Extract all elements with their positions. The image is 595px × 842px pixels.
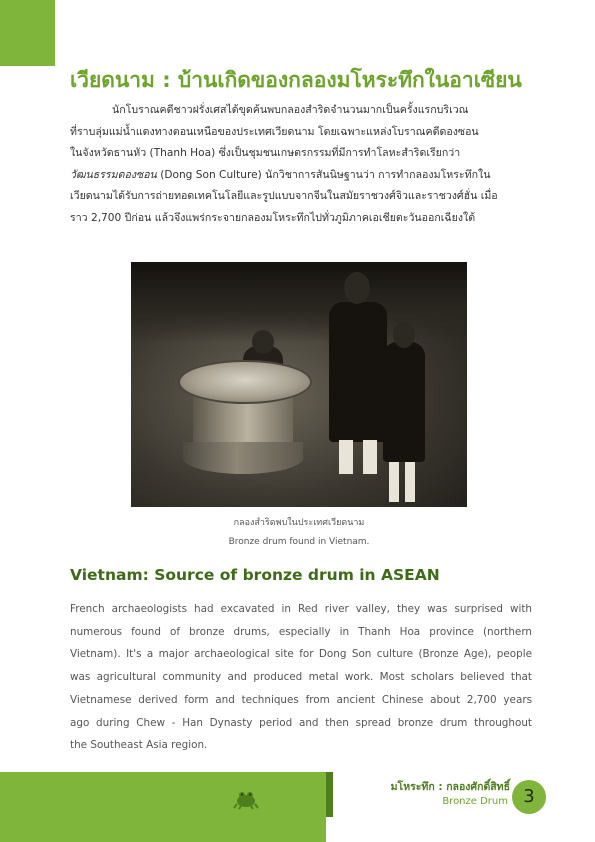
thai-line-6: ราว 2,700 ปีก่อน แล้วจึงแพร่กระจายกลองมโหระทึกไปทั่วภูมิภาคเอเชียตะวันออกเฉียงใต้	[70, 211, 476, 224]
drum-foot	[183, 442, 303, 474]
english-line-2: numerous found of bronze drums, especially in Thanh Hoa province (northern	[70, 625, 532, 638]
photo-background	[131, 262, 467, 342]
thai-line-1: นักโบราณคดีชาวฝรั่งเศสได้ขุดค้นพบกลองสำริดจำนวนมากเป็นครั้งแรกบริเวณ	[112, 104, 469, 116]
standing-child-head	[393, 322, 415, 348]
thai-line-4	[70, 165, 532, 187]
english-line-6: ago during Chew - Han Dynasty period and then spread bronze drum throughout	[70, 716, 532, 729]
standing-man-leg-left	[339, 440, 353, 474]
photo-caption	[131, 514, 467, 552]
page-number: 3	[512, 780, 546, 814]
standing-child-leg-left	[389, 462, 399, 502]
english-line-1: French archaeologists had excavated in Red river valley, they was surprised with	[70, 603, 532, 615]
english-line-3: Vietnam). It's a major archaeological site for Dong Son culture (Bronze Age), people	[70, 648, 532, 661]
standing-child-leg-right	[405, 462, 415, 502]
standing-man-leg-right	[363, 440, 377, 474]
thai-line-2: ที่ราบลุ่มแม่น้ำแดงทางตอนเหนือของประเทศเวียดนาม โดยเฉพาะแหล่งโบราณคดีดองซอน	[70, 125, 479, 138]
top-green-tab	[0, 0, 55, 66]
thai-line-3: ในจังหวัดธานหัว (Thanh Hoa) ซึ่งเป็นชุมชนเกษตรกรรมที่มีการทำโลหะสำริดเรียกว่า	[70, 147, 461, 159]
bronze-drum-photo	[131, 262, 467, 507]
thai-line-5: เวียดนามได้รับการถ่ายทอดเทคโนโลยีและรูปแบบจากจีนในสมัยราชวงศ์จิวและราชวงศ์ฮั่น เมื่อ	[70, 190, 498, 202]
english-paragraph	[70, 598, 532, 757]
caption-english: Bronze drum found in Vietnam.	[228, 537, 370, 547]
english-heading: Vietnam: Source of bronze drum in ASEAN	[70, 566, 440, 584]
footer-title-english: Bronze Drum	[442, 796, 508, 807]
footer-green-bar	[0, 772, 326, 842]
term-english: (Dong Son Culture) นักวิชาการสันนิษฐานว่า	[160, 168, 375, 181]
thai-heading: เวียดนาม : บ้านเกิดของกลองมโหระทึกในอาเซียน	[70, 68, 522, 92]
thai-paragraph	[70, 100, 532, 229]
english-line-5: Vietnamese derived form and techniques from ancient Chinese about 2,700 years	[70, 693, 532, 706]
footer-title-thai: มโหระทึก : กลองศักดิ์สิทธิ์	[390, 781, 510, 793]
english-line-4: was agricultural community and produced metal work. Most scholars believed that	[70, 671, 532, 684]
footer-bar-edge	[326, 772, 333, 817]
standing-man-head	[344, 272, 370, 304]
seated-person-head	[252, 330, 274, 354]
drum-top	[178, 360, 312, 404]
frog-icon	[233, 788, 259, 810]
standing-man	[329, 302, 387, 442]
thai-line-4-end: การทำกลองมโหระทึกใน	[378, 168, 491, 181]
standing-child	[383, 342, 425, 462]
italic-term: วัฒนธรรมดองซอน	[70, 168, 157, 181]
english-line-7: the Southeast Asia region.	[70, 739, 208, 752]
caption-thai: กลองสำริดพบในประเทศเวียดนาม	[233, 518, 365, 528]
